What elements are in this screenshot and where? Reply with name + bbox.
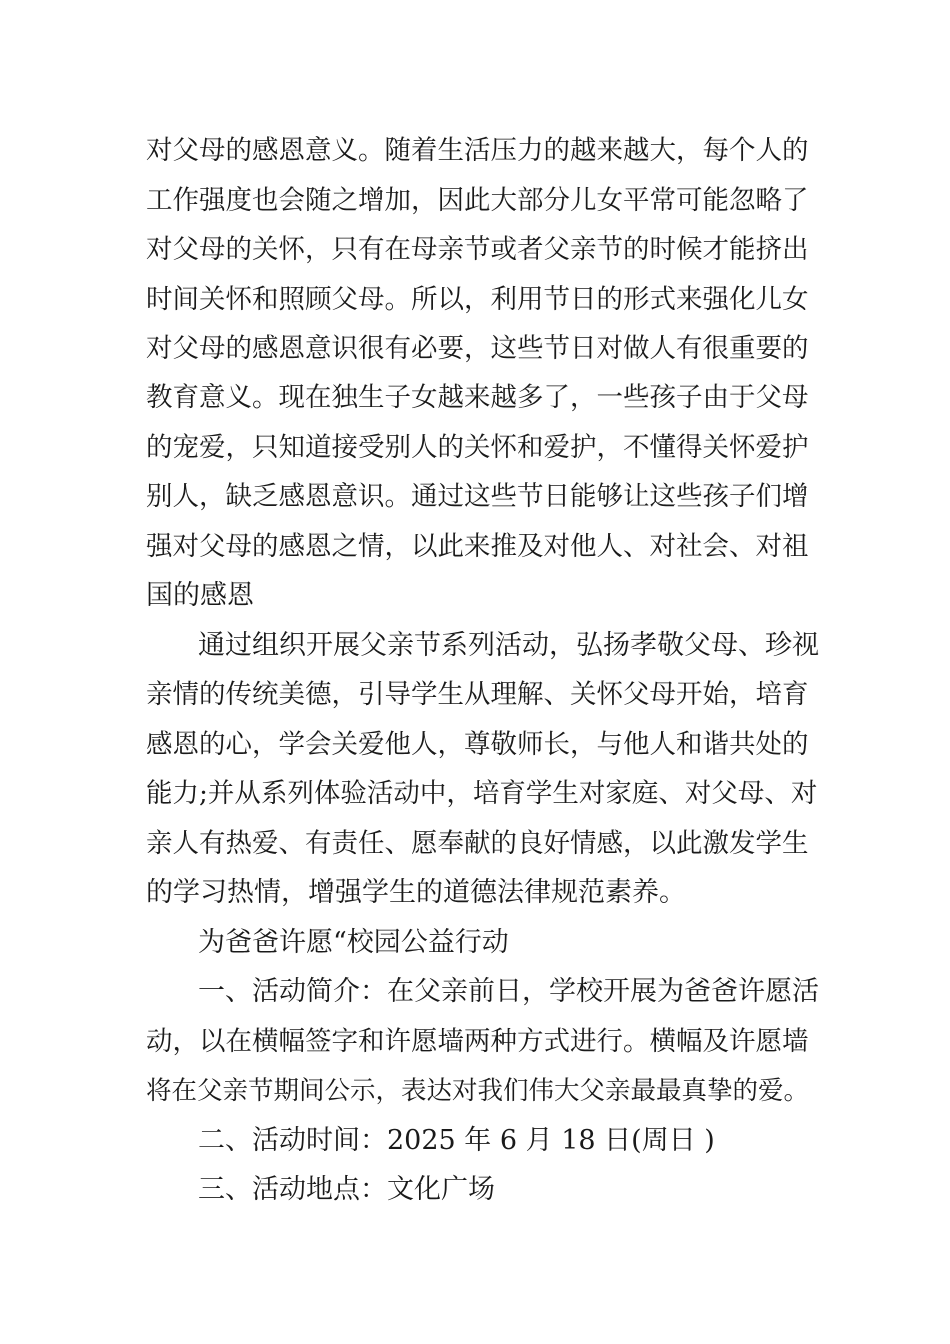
text-line: 对父母的感恩意义。随着生活压力的越来越大，每个人的 (146, 135, 809, 166)
text-line: 别人，缺乏感恩意识。通过这些节日能够让这些孩子们增 (146, 481, 809, 512)
section-heading: 为爸爸许愿“校园公益行动 (198, 927, 509, 958)
text-line: 对父母的关怀，只有在母亲节或者父亲节的时候才能挤出 (146, 234, 809, 265)
text-line: 感恩的心，学会关爱他人，尊敬师长，与他人和谐共处的 (146, 729, 809, 760)
paragraph-first-line: 一、活动简介：在父亲前日，学校开展为爸爸许愿活 (198, 976, 819, 1007)
text-line: 动，以在横幅签字和许愿墙两种方式进行。横幅及许愿墙 (146, 1026, 809, 1057)
text-line: 能力;并从系列体验活动中，培育学生对家庭、对父母、对 (146, 778, 818, 809)
text-line: 国的感恩 (146, 580, 254, 611)
text-line: 亲人有热爱、有责任、愿奉献的良好情感，以此激发学生 (146, 828, 809, 859)
text-line: 对父母的感恩意识很有必要，这些节日对做人有很重要的 (146, 333, 809, 364)
activity-location: 三、活动地点：文化广场 (198, 1174, 495, 1205)
text-line: 的学习热情，增强学生的道德法律规范素养。 (146, 877, 686, 908)
paragraph-first-line: 通过组织开展父亲节系列活动，弘扬孝敬父母、珍视 (198, 630, 819, 661)
text-line: 工作强度也会随之增加，因此大部分儿女平常可能忽略了 (146, 185, 809, 216)
text-line: 的宠爱，只知道接受别人的关怀和爱护，不懂得关怀爱护 (146, 432, 809, 463)
text-line: 将在父亲节期间公示，表达对我们伟大父亲最最真挚的爱。 (146, 1076, 810, 1106)
text-line: 强对父母的感恩之情，以此来推及对他人、对社会、对祖 (146, 531, 809, 562)
text-line: 时间关怀和照顾父母。所以，利用节日的形式来强化儿女 (146, 284, 809, 315)
text-line: 教育意义。现在独生子女越来越多了，一些孩子由于父母 (146, 382, 809, 413)
activity-time: 二、活动时间：2025 年 6 月 18 日(周日 ) (198, 1125, 715, 1156)
text-line: 亲情的传统美德，引导学生从理解、关怀父母开始，培育 (146, 679, 809, 710)
